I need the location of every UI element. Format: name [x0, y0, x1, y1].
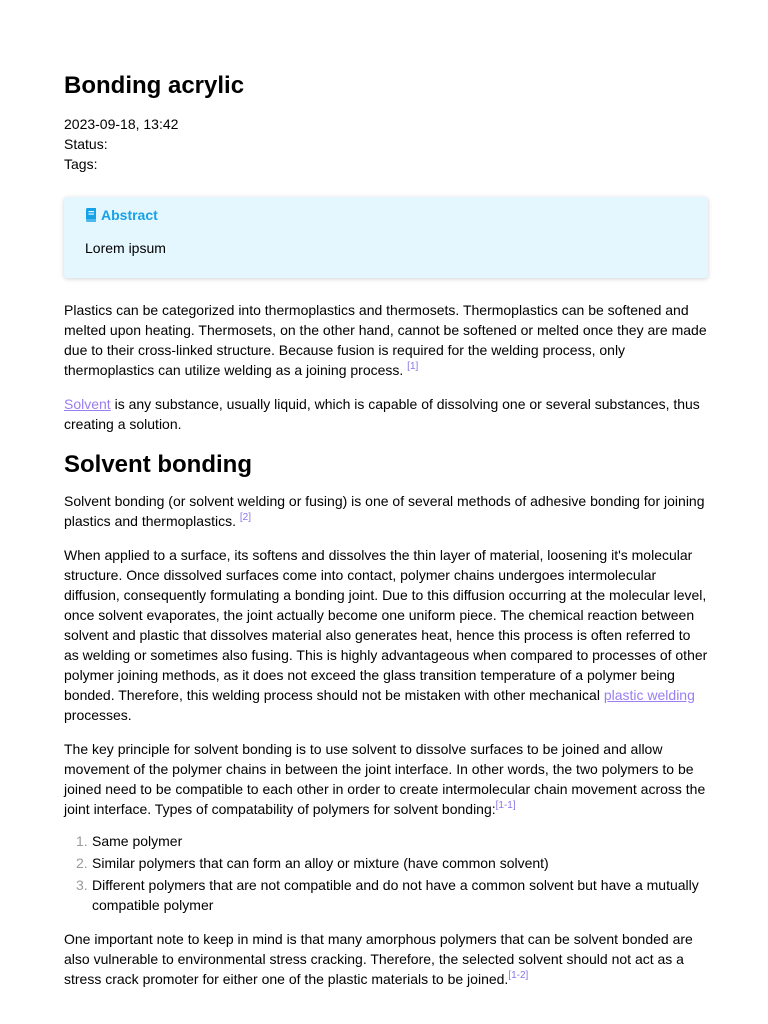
page-title: Bonding acrylic [64, 72, 245, 99]
process-text-end: processes. [64, 707, 132, 723]
intro-paragraph [64, 300, 708, 380]
section-intro-paragraph [64, 491, 708, 531]
solvent-link[interactable]: Solvent [64, 396, 111, 412]
footnote-ref[interactable]: [1-1] [495, 800, 516, 811]
book-icon [85, 208, 97, 222]
compatibility-list [64, 831, 708, 915]
solvent-definition [64, 394, 708, 434]
section-heading: Solvent bonding [64, 451, 252, 478]
footnote-ref[interactable]: [1-2] [508, 970, 529, 981]
list-item-number: 3. [76, 877, 88, 893]
principle-text: The key principle for solvent bonding is to use solvent to dissolve surfaces to be joined and allow movement of the polymer chains in between the joint interface. In other words, the two polymers to be joined need to be compatible to each other in order to create intermolecular chain movement across the joint interface. Types of compatability of polymers for solvent bonding: [64, 741, 706, 817]
list-item-text: Same polymer [92, 833, 183, 849]
list-item-text: Similar polymers that can form an alloy or mixture (have common solvent) [92, 855, 549, 871]
list-item-text: Different polymers that are not compatible and do not have a common solvent but have a mutually compatible polymer [92, 877, 699, 913]
abstract-label: Abstract [101, 207, 158, 223]
abstract-header[interactable] [85, 207, 687, 223]
list-item [64, 875, 708, 915]
abstract-body: Lorem ipsum [85, 240, 166, 256]
status-label: Status: [64, 136, 108, 152]
list-item [64, 853, 708, 873]
stress-cracking-paragraph [64, 929, 708, 989]
process-paragraph [64, 545, 708, 725]
note-content [64, 70, 708, 989]
solvent-definition-text: is any substance, usually liquid, which is capable of dissolving one or several substances, thus creating a solution. [64, 396, 700, 432]
list-item-number: 2. [76, 855, 88, 871]
intro-text: Plastics can be categorized into thermoplastics and thermosets. Thermoplastics can be softened and melted upon heating. Thermosets, on the other hand, cannot be softened or melted once they are made due to their cross-linked structure. Because fusion is required for the welding process, only thermoplastics can utilize welding as a joining process. [64, 302, 707, 378]
plastic-welding-link[interactable]: plastic welding [603, 687, 695, 703]
section-intro-text: Solvent bonding (or solvent welding or fusing) is one of several methods of adhesive bonding for joining plastics and thermoplastics. [64, 493, 705, 529]
process-text: When applied to a surface, its softens and dissolves the thin layer of material, loosening it's molecular structure. Once dissolved surfaces come into contact, polymer chains undergoes intermolecular diffusion, consequently formulating a bonding joint. Due to this diffusion occurring at the molecular level, once solvent evaporates, the joint actually become one uniform piece. The chemical reaction between solvent and plastic that dissolves material also generates heat, hence this process is often referred to as welding or sometimes also fusing. This is highly advantageous when compared to processes of other polymer joining methods, as it does not exceed the glass transition temperature of a polymer being bonded. Therefore, this welding process should not be mistaken with other mechanical [64, 547, 708, 703]
principle-paragraph [64, 739, 708, 819]
footnote-ref[interactable]: [2] [239, 512, 251, 523]
list-item-number: 1. [76, 833, 88, 849]
note-metadata [64, 114, 708, 174]
footnote-ref[interactable]: [1] [407, 361, 419, 372]
note-datetime: 2023-09-18, 13:42 [64, 116, 179, 132]
list-item [64, 831, 708, 851]
stress-cracking-text: One important note to keep in mind is that many amorphous polymers that can be solvent bonded are also vulnerable to environmental stress cracking. Therefore, the selected solvent should not act as a stress crack promoter for either one of the plastic materials to be joined. [64, 931, 693, 987]
tags-label: Tags: [64, 156, 98, 172]
abstract-callout [64, 197, 708, 278]
